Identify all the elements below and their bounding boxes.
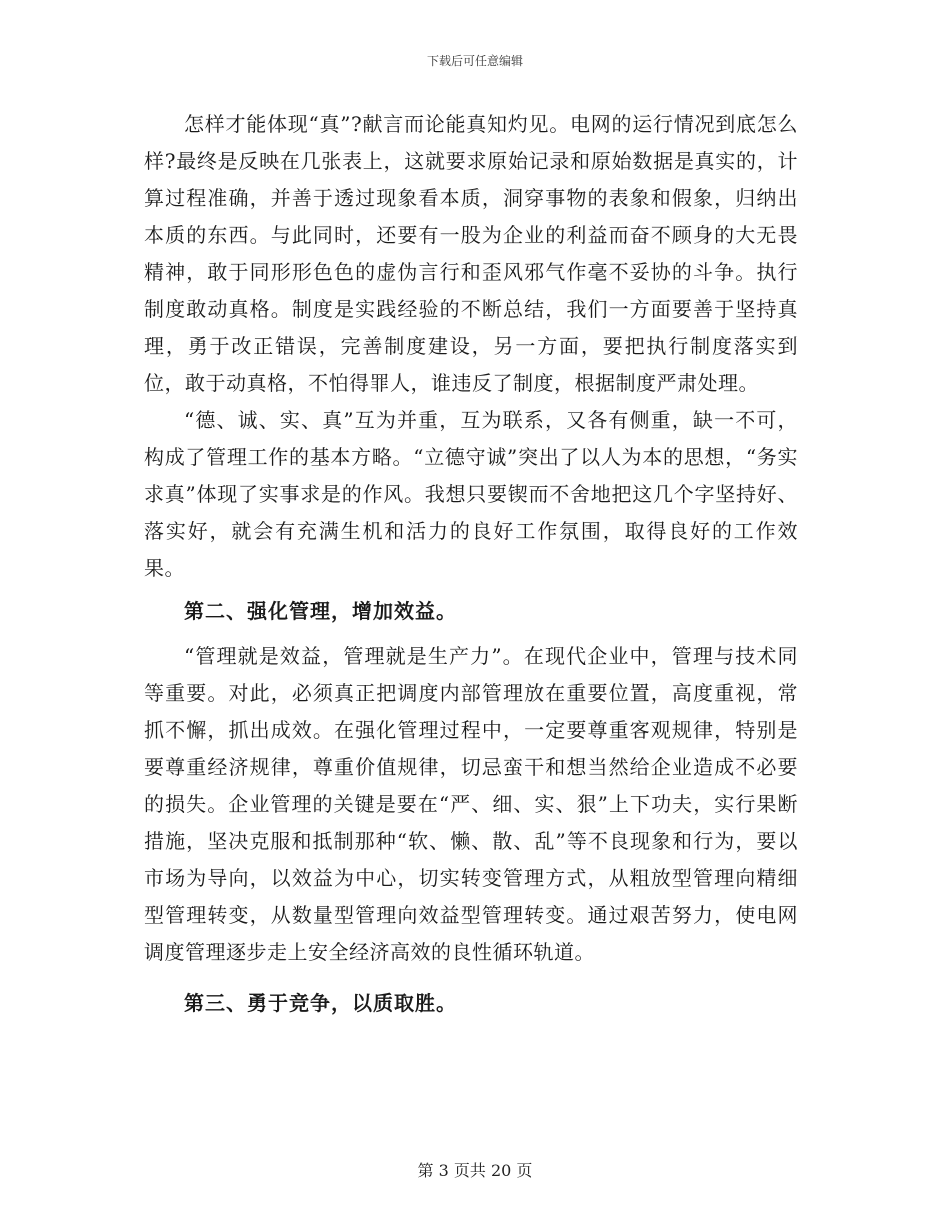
section-heading-3: 第三、勇于竞争，以质取胜。 — [184, 991, 457, 1015]
paragraph-3: “管理就是效益，管理就是生产力”。在现代企业中，管理与技术同等重要。对此，必须真正把调度内部管理放在重要位置，高度重视，常抓不懈，抓出成效。在强化管理过程中，一定要尊重客观规律，特别是要尊重经济规律，尊重价值规律，切忌蛮干和想当然给企业造成不必要的损失。企业管理的关键是要在“严、细、实、狠”上下功夫，实行果断措施，坚决克服和抵制那种“软、懒、散、乱”等不良现象和行为，要以市场为导向，以效益为中心，切实转变管理方式，从粗放型管理向精细型管理转变，从数量型管理向效益型管理转变。通过艰苦努力，使电网调度管理逐步走上安全经济高效的良性循环轨道。 — [144, 644, 798, 964]
page-number: 第 3 页共 20 页 — [417, 1161, 533, 1180]
document-body — [144, 106, 798, 1030]
page-header: 下载后可任意编辑 — [426, 54, 523, 68]
paragraph-1: 怎样才能体现“真”?献言而论能真知灼见。电网的运行情况到底怎么样?最终是反映在几张表上，这就要求原始记录和原始数据是真实的，计算过程准确，并善于透过现象看本质，洞穿事物的表象和假象，归纳出本质的东西。与此同时，还要有一股为企业的利益而奋不顾身的大无畏精神，敢于同形形色色的虚伪言行和歪风邪气作毫不妥协的斗争。执行制度敢动真格。制度是实践经验的不断总结，我们一方面要善于坚持真理，勇于改正错误，完善制度建设，另一方面，要把执行制度落实到位，敢于动真格，不怕得罪人，谁违反了制度，根据制度严肃处理。 — [144, 112, 798, 395]
section-heading-2: 第二、强化管理，增加效益。 — [184, 599, 457, 623]
paragraph-2: “德、诚、实、真”互为并重，互为联系，又各有侧重，缺一不可，构成了管理工作的基本方略。“立德守诚”突出了以人为本的思想，“务实求真”体现了实事求是的作风。我想只要锲而不舍地把这几个字坚持好、落实好，就会有充满生机和活力的良好工作氛围，取得良好的工作效果。 — [144, 408, 798, 580]
